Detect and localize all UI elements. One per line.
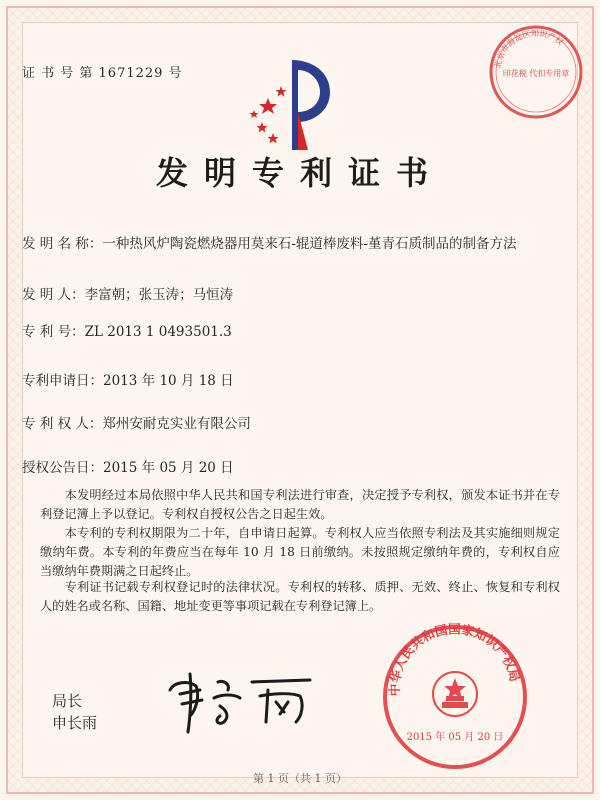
official-seal-date: 2015 年 05 月 20 日 (406, 732, 504, 743)
patentee-value: 郑州安耐克实业有限公司 (102, 416, 251, 432)
grant-date-value: 2015 年 05 月 20 日 (103, 460, 234, 476)
paragraph-legal-status (40, 578, 560, 616)
filing-date-value: 2013 年 10 月 18 日 (103, 373, 234, 389)
paragraph-text: 本专利的专利权期限为二十年，自申请日起算。专利权人应当依照专利法及其实施细则规定缴纳年费。本专利的年费应当在每年 10 月 18 日前缴纳。未按照规定缴纳年费的，专利权自应当缴纳年费期满之日起终止。 (40, 526, 560, 578)
inventor-value: 李富朝；张玉涛；马恒涛 (84, 287, 234, 303)
invention-name-value: 一种热风炉陶瓷燃烧器用莫来石-辊道棒废料-堇青石质制品的制备方法 (102, 236, 517, 252)
inventor-label: 发 明 人： (22, 287, 85, 303)
grant-date-label: 授权公告日： (22, 460, 103, 476)
page-title: 发明专利证书 (155, 154, 444, 192)
invention-name-row (22, 232, 517, 252)
page-footer: 第 1 页（共 1 页） (253, 772, 347, 785)
certificate-number: 证 书 号 第 1671229 号 (22, 66, 183, 81)
patentee-row (22, 412, 251, 432)
patent-number-value: ZL 2013 1 0493501.3 (84, 324, 232, 340)
tax-seal-inner-text: 印花税 代扣专用章 (502, 69, 570, 78)
patent-number-label: 专 利 号： (22, 324, 85, 340)
national-emblem-icon (433, 672, 477, 716)
paragraph-text: 专利证书记载专利权登记时的法律状况。专利权的转移、质押、无效、终止、恢复和专利权人的姓名或名称、国籍、地址变更等事项记载在专利登记簿上。 (40, 580, 560, 613)
cnipa-logo-icon (248, 50, 340, 160)
official-seal-stamp (380, 622, 530, 772)
tax-seal-arc-text: 北京市海淀区知识产权 (493, 28, 565, 69)
invention-name-label: 发 明 名 称： (22, 236, 103, 252)
paragraph-term (40, 524, 560, 581)
handwritten-signature (160, 660, 320, 740)
paragraph-text: 本发明经过本局依照中华人民共和国专利法进行审查，决定授予专利权，颁发本证书并在专利登记簿上予以登记。专利权自授权公告之日起生效。 (40, 488, 560, 521)
filing-date-label: 专利申请日： (22, 373, 103, 389)
patent-number-row (22, 320, 232, 340)
signatory-name: 申长雨 (52, 714, 98, 732)
filing-date-row (22, 369, 234, 389)
official-seal-arc-text: 中华人民共和国国家知识产权局 (386, 622, 523, 697)
tax-seal-stamp (486, 22, 586, 122)
inventor-row (22, 283, 233, 303)
signatory-role: 局长 (52, 692, 83, 710)
paragraph-examination (40, 486, 560, 524)
patentee-label: 专 利 权 人： (22, 416, 103, 432)
svg-text:北京市海淀区知识产权 (492, 28, 565, 69)
grant-date-row (22, 456, 234, 476)
